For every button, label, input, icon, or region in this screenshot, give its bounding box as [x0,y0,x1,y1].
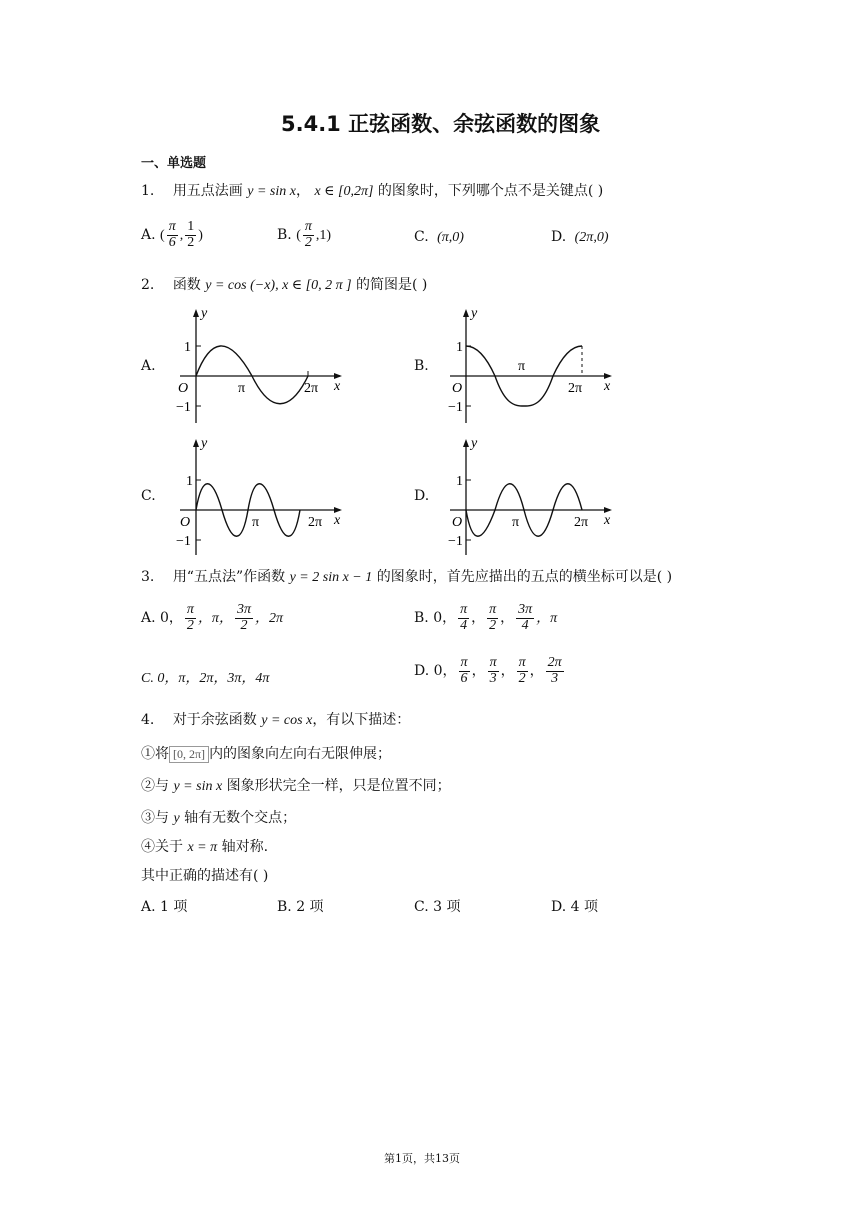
math-expression: x = π [187,840,218,855]
fraction [487,603,498,633]
numerator: π [489,602,497,617]
option-label: A. [141,227,156,244]
statement-4 [141,836,268,856]
option-d: D. 4 项 [551,899,598,915]
numerator: π [168,219,176,234]
graph-label-b: B. [414,358,429,374]
tick-label: −1 [448,534,463,549]
math-expression: y = sin x [247,184,296,199]
math-expression: y = sin x [173,779,223,794]
option-value: (π,0) [437,230,464,245]
numerator: π [186,602,194,617]
option-b [277,220,331,250]
axis-label-x: x [604,379,611,394]
denominator: 4 [521,617,529,633]
question-ask: 其中正确的描述有( ) [141,868,269,884]
fraction [303,220,314,250]
origin-label: O [178,381,189,396]
question-text: 的简图是( ) [356,277,428,293]
option-label: C. [414,229,429,245]
statement-text: 图象形状完全一样，只是位置不同； [226,778,451,794]
separator: ， [529,663,544,680]
tick-label: 1 [456,340,463,355]
option-c: C. 0，π，2π，3π，4π [141,671,270,686]
axis-label-x: x [334,379,341,394]
question-3 [141,566,672,586]
fraction [488,656,499,686]
option-a [141,603,283,633]
tick-label: 2π [308,515,323,530]
question-text: 用五点法画 [172,183,243,199]
denominator: 2 [518,670,526,686]
tick-label: π [518,359,526,374]
statement-text: 内的图象向左向右无限伸展； [209,746,392,762]
statement-text: 轴有无数个交点； [184,810,297,826]
tick-label: 1 [456,474,463,489]
tick-label: −1 [176,534,191,549]
tick-label: π [512,515,520,530]
axis-label-y: y [471,306,478,321]
option-label: B. [277,227,292,244]
denominator: 2 [187,234,195,250]
fraction [459,656,470,686]
separator: ，π [536,611,558,627]
math-variable: y [173,811,180,826]
separator: ， [500,663,515,680]
option-a: A. 1 项 [141,899,188,915]
tick-label: 2π [304,381,319,396]
statement-3 [141,807,296,827]
question-2 [141,274,427,294]
origin-label: O [180,515,191,530]
fraction [185,603,196,633]
denominator: 3 [551,670,559,686]
denominator: 2 [304,234,312,250]
question-text: 函数 [172,277,201,293]
question-text: 的图象时，首先应描出的五点的横坐标可以是( ) [376,569,673,585]
math-expression: y = cos (−x), x ∈ [0, 2 π ] [205,278,352,293]
denominator: 2 [489,617,497,633]
question-text: ，有以下描述： [312,712,411,728]
separator: ，2π [254,611,283,627]
tick-label: 2π [568,381,583,396]
option-a [141,220,203,250]
paren: ( [160,228,165,244]
graph-d [440,435,620,557]
page-footer: 第1页，共13页 [384,1152,460,1165]
statement-text: ①将 [141,746,169,762]
origin-label: O [452,381,463,396]
origin-label: O [452,515,463,530]
question-text: 对于余弦函数 [172,712,257,728]
graph-a [170,303,350,425]
numerator: 3π [518,602,533,617]
separator: ， [471,610,486,627]
denominator: 4 [460,617,468,633]
tick-label: 2π [574,515,589,530]
question-number: 3. [141,569,155,585]
numerator: 3π [236,602,251,617]
tick-label: π [238,381,246,396]
question-number: 4. [141,712,155,728]
option-value: (2π,0) [574,230,609,245]
fraction [185,220,196,250]
fraction [167,220,178,250]
statement-1 [141,743,391,763]
graph-label-a: A. [141,358,156,374]
option-d [551,229,608,246]
fraction [517,656,528,686]
paren: ( [296,228,301,244]
axis-label-y: y [201,306,208,321]
math-expression: y = 2 sin x − 1 [289,570,373,585]
tick-label: −1 [176,400,191,415]
option-b [414,603,557,633]
question-text: 的图象时，下列哪个点不是关键点( ) [377,183,604,199]
tick-label: π [252,515,260,530]
denominator: 2 [186,617,194,633]
graph-label-c: C. [141,488,156,504]
math-interval: [0, 2π] [169,746,209,763]
section-heading: 一、单选题 [141,156,207,171]
comma: , [179,228,184,244]
tick-label: 1 [186,474,193,489]
option-c [414,229,464,246]
option-label: D. [551,229,567,245]
fraction [235,603,253,633]
separator: ， [500,610,515,627]
option-label: A. 0， [141,610,183,627]
statement-text: ④关于 [141,839,183,855]
paren: ,1) [315,228,332,244]
axis-label-y: y [201,436,208,451]
numerator: π [518,655,526,670]
statement-text: ②与 [141,778,169,794]
math-expression: y = cos x [261,713,313,728]
statement-text: ③与 [141,810,169,826]
denominator: 6 [168,234,176,250]
tick-label: 1 [184,340,191,355]
option-b: B. 2 项 [277,899,324,915]
graph-c [170,435,350,557]
fraction [546,656,564,686]
question-text: 用“五点法”作函数 [172,569,286,585]
numerator: 2π [547,655,562,670]
axis-label-y: y [471,436,478,451]
question-number: 2. [141,277,155,293]
axis-label-x: x [334,513,341,528]
statement-text: 轴对称. [221,839,269,855]
fraction [516,603,534,633]
fraction [458,603,469,633]
separator: ， [295,183,310,199]
statement-2 [141,775,451,795]
option-label: D. 0， [414,663,457,680]
page-title: 5.4.1 正弦函数、余弦函数的图象 [281,112,601,136]
numerator: π [304,219,312,234]
separator: ， [471,663,486,680]
curve [196,346,308,404]
numerator: π [489,655,497,670]
numerator: π [460,602,468,617]
math-expression: x ∈ [0,2π] [314,184,374,199]
separator: ，π， [197,611,233,627]
option-c: C. 3 项 [414,899,461,915]
graph-b [440,303,620,425]
graph-label-d: D. [414,488,430,504]
tick-label: −1 [448,400,463,415]
numerator: 1 [187,219,195,234]
question-1 [141,180,603,200]
option-d [414,656,566,686]
question-number: 1. [141,183,155,199]
denominator: 6 [460,670,468,686]
option-label: B. 0， [414,610,457,627]
numerator: π [460,655,468,670]
paren: ) [198,228,203,244]
question-4 [141,709,410,729]
denominator: 3 [489,670,497,686]
axis-label-x: x [604,513,611,528]
denominator: 2 [240,617,248,633]
